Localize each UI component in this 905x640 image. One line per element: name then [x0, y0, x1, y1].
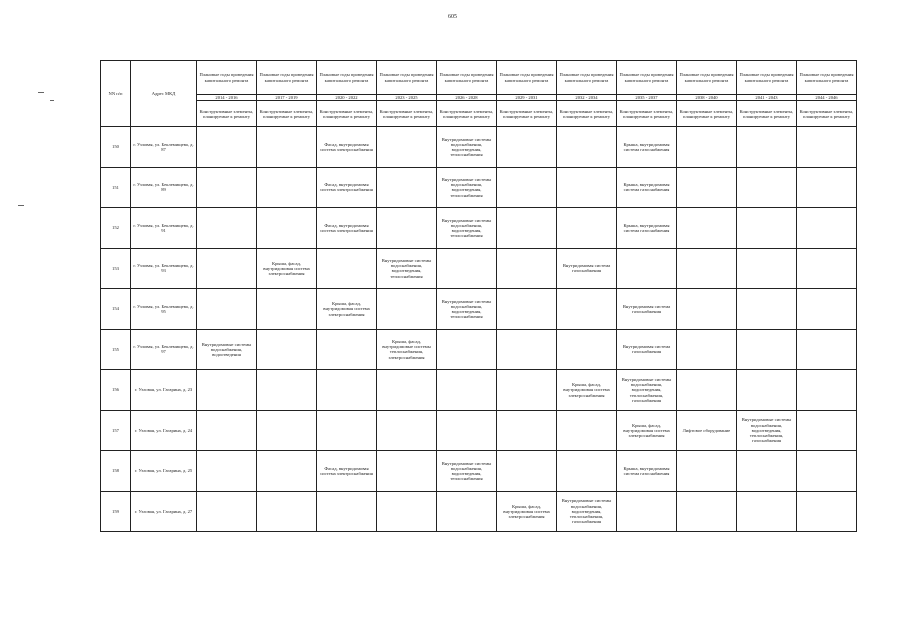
plan-cell: Внутридомовые системы водоснабжения, водоотведения, теплоснабжения [437, 451, 497, 492]
row-number: 153 [101, 248, 131, 289]
plan-cell [197, 167, 257, 208]
plan-cell [197, 491, 257, 532]
table-body [101, 127, 857, 532]
table-row [101, 370, 857, 411]
address-cell: г. Узловая, ул. Беклемищева, д. 89 [131, 167, 197, 208]
plan-cell [257, 451, 317, 492]
plan-cell: Внутридомовые системы водоснабжения, водоотведения, теплоснабжения [437, 289, 497, 330]
plan-cell [197, 370, 257, 411]
plan-cell [557, 208, 617, 249]
elements-label: Конструктивные элементы, планируемые к ремонту [437, 101, 497, 127]
margin-mark [18, 205, 24, 206]
plan-cell [257, 410, 317, 451]
plan-cell [557, 410, 617, 451]
plan-cell: Крыша, фасад, внутридомовые системы теплоснабжения, электроснабжения [377, 329, 437, 370]
plan-cell [737, 248, 797, 289]
plan-cell [497, 167, 557, 208]
plan-cell: Крыша, внутридомовая система газоснабжения [617, 167, 677, 208]
plan-cell [437, 329, 497, 370]
row-number: 150 [101, 127, 131, 168]
row-number: 152 [101, 208, 131, 249]
address-cell: г. Узловая, ул. Гагарина, д. 25 [131, 451, 197, 492]
plan-cell: Крыша, фасад, внутридомовая система электроснабжения [257, 248, 317, 289]
period-label: Плановые годы проведения капитального ремонта [197, 61, 257, 95]
elements-label: Конструктивные элементы, планируемые к ремонту [257, 101, 317, 127]
plan-cell [677, 370, 737, 411]
period-label: Плановые годы проведения капитального ремонта [497, 61, 557, 95]
plan-cell: Внутридомовые системы водоснабжения, водоотведения, теплоснабжения [437, 167, 497, 208]
plan-cell: Крыша, фасад, внутридомовая система электроснабжения [617, 410, 677, 451]
plan-cell: Фасад, внутридомовая система электроснабжения [317, 208, 377, 249]
plan-cell [257, 127, 317, 168]
plan-cell [497, 329, 557, 370]
address-cell: г. Узловая, ул. Беклемищева, д. 93 [131, 248, 197, 289]
plan-cell: Крыша, внутридомовая система газоснабжения [617, 451, 677, 492]
plan-cell [497, 127, 557, 168]
plan-cell [797, 491, 857, 532]
row-number: 151 [101, 167, 131, 208]
plan-cell [497, 370, 557, 411]
period-years: 2023 - 2025 [377, 95, 437, 101]
table-row [101, 167, 857, 208]
period-years: 2017 - 2019 [257, 95, 317, 101]
plan-cell [197, 410, 257, 451]
plan-cell: Фасад, внутридомовая система электроснабжения [317, 127, 377, 168]
plan-cell: Фасад, внутридомовая система электроснабжения [317, 451, 377, 492]
period-years: 2032 - 2034 [557, 95, 617, 101]
period-label: Плановые годы проведения капитального ремонта [617, 61, 677, 95]
plan-cell [677, 167, 737, 208]
plan-cell [737, 370, 797, 411]
plan-cell [377, 410, 437, 451]
period-years: 2044 - 2046 [797, 95, 857, 101]
table-row [101, 248, 857, 289]
row-number: 158 [101, 451, 131, 492]
plan-cell: Внутридомовые системы водоснабжения, водоотведения, теплоснабжения [437, 127, 497, 168]
row-number: 157 [101, 410, 131, 451]
plan-cell [497, 451, 557, 492]
table-row [101, 127, 857, 168]
plan-cell [557, 329, 617, 370]
plan-cell: Внутридомовая система газоснабжения [557, 248, 617, 289]
plan-cell [197, 127, 257, 168]
elements-label: Конструктивные элементы, планируемые к ремонту [557, 101, 617, 127]
plan-cell [557, 167, 617, 208]
plan-cell: Внутридомовые системы водоснабжения, водоотведения, теплоснабжения, газоснабжения [557, 491, 617, 532]
plan-cell [677, 289, 737, 330]
plan-cell [437, 410, 497, 451]
plan-cell: Внутридомовые системы водоснабжения, водоотведения [197, 329, 257, 370]
plan-cell [797, 289, 857, 330]
plan-cell [797, 167, 857, 208]
table-row [101, 329, 857, 370]
plan-cell [737, 208, 797, 249]
period-years: 2029 - 2031 [497, 95, 557, 101]
plan-cell [257, 289, 317, 330]
page-number: 605 [448, 14, 457, 20]
plan-cell [737, 127, 797, 168]
plan-cell [317, 410, 377, 451]
plan-cell [737, 289, 797, 330]
table-row [101, 410, 857, 451]
plan-cell [797, 127, 857, 168]
plan-cell [677, 491, 737, 532]
plan-cell [197, 208, 257, 249]
row-number: 154 [101, 289, 131, 330]
row-number: 155 [101, 329, 131, 370]
plan-cell [557, 451, 617, 492]
period-label: Плановые годы проведения капитального ремонта [257, 61, 317, 95]
plan-cell: Внутридомовая система газоснабжения [617, 329, 677, 370]
period-label: Плановые годы проведения капитального ремонта [677, 61, 737, 95]
plan-cell [317, 248, 377, 289]
plan-cell [497, 248, 557, 289]
plan-cell [797, 208, 857, 249]
plan-cell [257, 329, 317, 370]
plan-cell: Крыша, фасад, внутридомовая система электроснабжения [317, 289, 377, 330]
period-years: 2038 - 2040 [677, 95, 737, 101]
header-row-elements [101, 101, 857, 127]
margin-mark [38, 92, 44, 93]
period-label: Плановые годы проведения капитального ремонта [377, 61, 437, 95]
plan-cell [257, 491, 317, 532]
address-cell: г. Узловая, ул. Беклемищева, д. 91 [131, 208, 197, 249]
period-label: Плановые годы проведения капитального ремонта [737, 61, 797, 95]
plan-cell: Внутридомовые системы водоснабжения, водоотведения, теплоснабжения [437, 208, 497, 249]
elements-label: Конструктивные элементы, планируемые к ремонту [677, 101, 737, 127]
elements-label: Конструктивные элементы, планируемые к ремонту [737, 101, 797, 127]
row-number: 156 [101, 370, 131, 411]
period-years: 2041 - 2043 [737, 95, 797, 101]
address-cell: г. Узловая, ул. Гагарина, д. 23 [131, 370, 197, 411]
plan-cell [797, 410, 857, 451]
plan-cell: Внутридомовая система газоснабжения [617, 289, 677, 330]
period-years: 2035 - 2037 [617, 95, 677, 101]
plan-cell [197, 248, 257, 289]
plan-cell [377, 208, 437, 249]
address-cell: г. Узловая, ул. Гагарина, д. 27 [131, 491, 197, 532]
plan-cell [497, 289, 557, 330]
plan-cell [797, 329, 857, 370]
plan-cell [737, 329, 797, 370]
plan-cell [317, 329, 377, 370]
plan-cell [437, 491, 497, 532]
period-label: Плановые годы проведения капитального ремонта [437, 61, 497, 95]
table-row [101, 491, 857, 532]
plan-cell: Внутридомовые системы водоснабжения, водоотведения, теплоснабжения [377, 248, 437, 289]
plan-cell [317, 370, 377, 411]
margin-mark [50, 100, 54, 101]
plan-cell [257, 370, 317, 411]
plan-cell [617, 248, 677, 289]
num-column-header: NN п/п [101, 61, 131, 127]
plan-cell [377, 167, 437, 208]
plan-cell [617, 491, 677, 532]
plan-cell [377, 127, 437, 168]
address-column-header: Адрес МКД [131, 61, 197, 127]
plan-cell: Крыша, внутридомовая система газоснабжения [617, 208, 677, 249]
plan-cell [737, 167, 797, 208]
plan-cell [677, 248, 737, 289]
plan-cell [257, 208, 317, 249]
plan-cell [197, 289, 257, 330]
address-cell: г. Узловая, ул. Гагарина, д. 24 [131, 410, 197, 451]
address-cell: г. Узловая, ул. Беклемищева, д. 95 [131, 289, 197, 330]
plan-cell [797, 451, 857, 492]
plan-cell: Фасад, внутридомовая система электроснабжения [317, 167, 377, 208]
period-label: Плановые годы проведения капитального ремонта [797, 61, 857, 95]
period-years: 2014 - 2016 [197, 95, 257, 101]
plan-cell [497, 208, 557, 249]
plan-cell [437, 248, 497, 289]
address-cell: г. Узловая, ул. Беклемищева, д. 87 [131, 127, 197, 168]
period-label: Плановые годы проведения капитального ремонта [317, 61, 377, 95]
period-label: Плановые годы проведения капитального ремонта [557, 61, 617, 95]
table-row [101, 289, 857, 330]
plan-cell: Внутридомовые системы водоснабжения, водоотведения, теплоснабжения, газоснабжения [737, 410, 797, 451]
elements-label: Конструктивные элементы, планируемые к ремонту [497, 101, 557, 127]
address-cell: г. Узловая, ул. Беклемищева, д. 97 [131, 329, 197, 370]
plan-cell: Крыша, фасад, внутридомовая система электроснабжения [557, 370, 617, 411]
period-years: 2020 - 2022 [317, 95, 377, 101]
elements-label: Конструктивные элементы, планируемые к ремонту [797, 101, 857, 127]
plan-cell [437, 370, 497, 411]
table-row [101, 208, 857, 249]
plan-cell [377, 451, 437, 492]
capital-repair-plan-table [100, 60, 857, 532]
plan-cell [737, 491, 797, 532]
plan-cell [557, 127, 617, 168]
plan-cell: Лифтовое оборудование [677, 410, 737, 451]
elements-label: Конструктивные элементы, планируемые к ремонту [617, 101, 677, 127]
plan-cell [377, 289, 437, 330]
table-row [101, 451, 857, 492]
plan-cell [197, 451, 257, 492]
plan-cell [677, 127, 737, 168]
plan-cell: Крыша, внутридомовая система газоснабжения [617, 127, 677, 168]
plan-cell [677, 329, 737, 370]
elements-label: Конструктивные элементы, планируемые к ремонту [197, 101, 257, 127]
period-years: 2026 - 2028 [437, 95, 497, 101]
header-row-periods [101, 61, 857, 95]
row-number: 159 [101, 491, 131, 532]
plan-cell: Крыша, фасад, внутридомовая система электроснабжения [497, 491, 557, 532]
plan-cell [257, 167, 317, 208]
elements-label: Конструктивные элементы, планируемые к ремонту [377, 101, 437, 127]
plan-cell [797, 248, 857, 289]
plan-cell [737, 451, 797, 492]
plan-cell [557, 289, 617, 330]
plan-cell [377, 370, 437, 411]
plan-cell [497, 410, 557, 451]
plan-cell: Внутридомовые системы водоснабжения, водоотведения, теплоснабжения, газоснабжения [617, 370, 677, 411]
plan-cell [797, 370, 857, 411]
plan-cell [377, 491, 437, 532]
elements-label: Конструктивные элементы, планируемые к ремонту [317, 101, 377, 127]
plan-cell [317, 491, 377, 532]
plan-cell [677, 451, 737, 492]
plan-cell [677, 208, 737, 249]
